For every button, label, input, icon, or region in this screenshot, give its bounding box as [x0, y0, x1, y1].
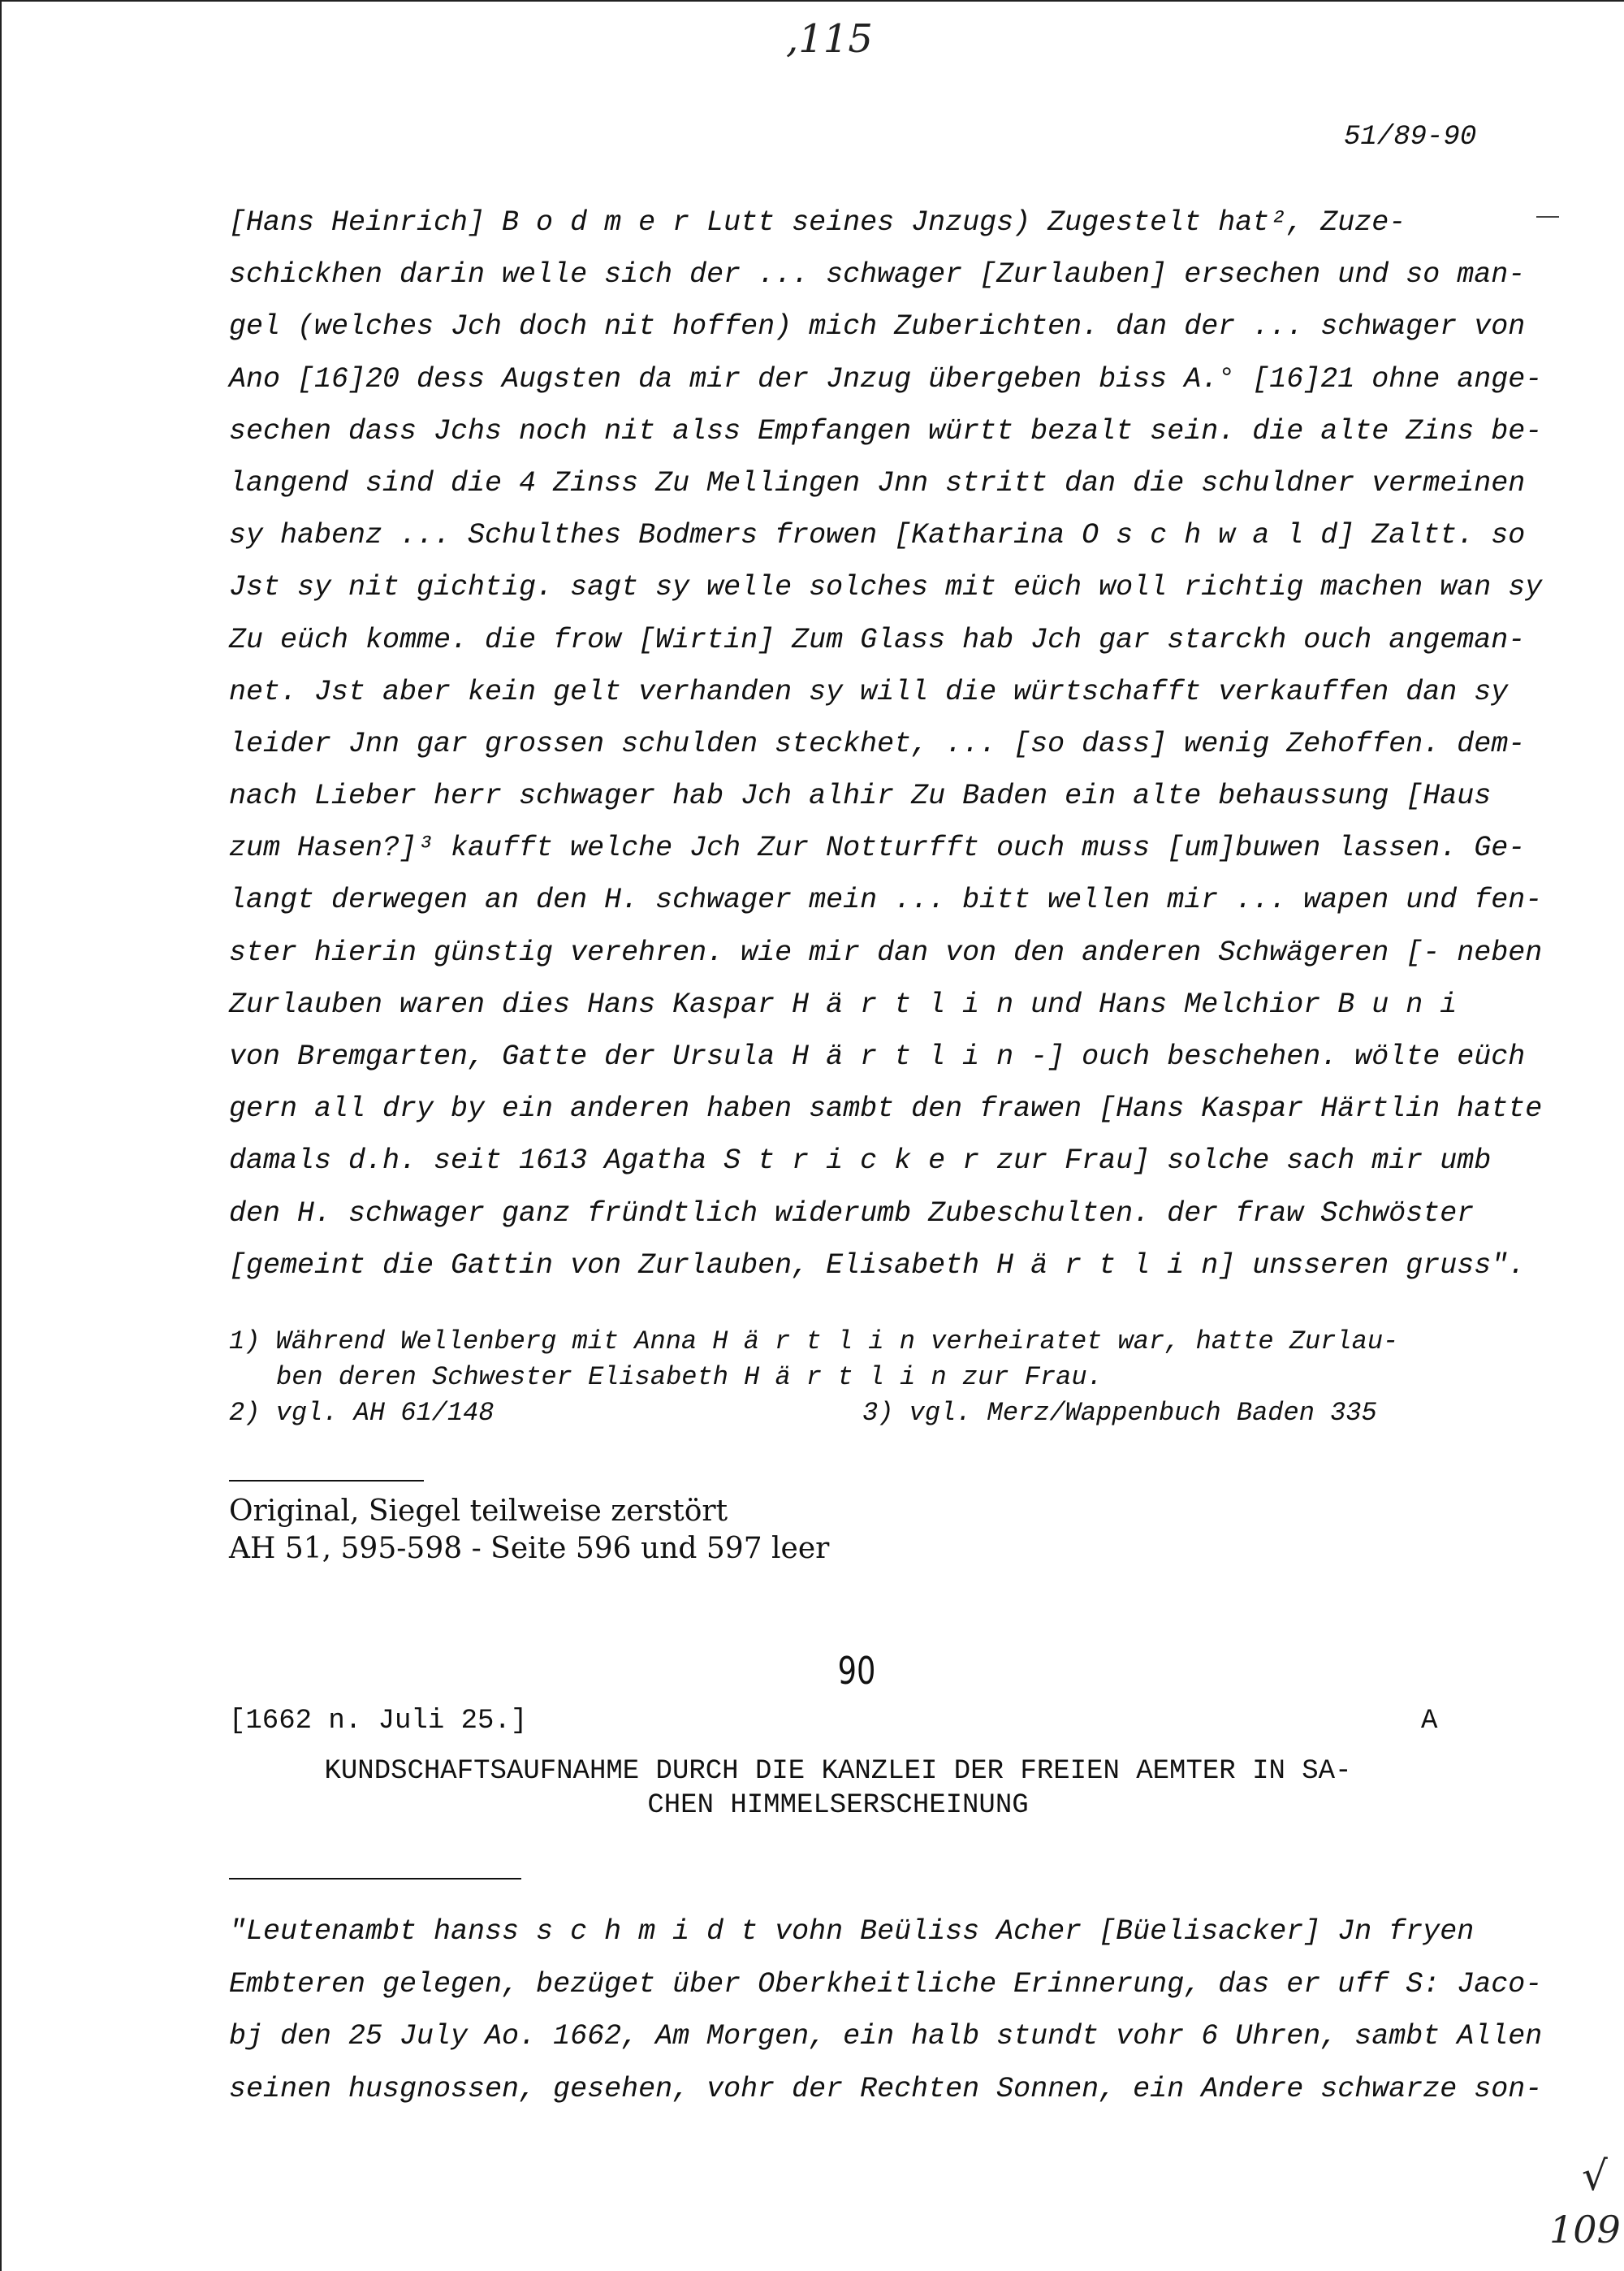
document-number: 90: [837, 1649, 876, 1693]
body-line: Jst sy nit gichtig. sagt sy welle solches mit eüch woll richtig machen wan sy: [229, 571, 1543, 604]
footnote-2: 2) vgl. AH 61/148: [229, 1398, 495, 1428]
quote-line: seinen husgnossen, gesehen, vohr der Rechten Sonnen, ein Andere schwarze son-: [229, 2072, 1543, 2105]
body-line: damals d.h. seit 1613 Agatha S t r i c k e r zur Frau] solche sach mir umb: [229, 1144, 1492, 1178]
document-letter: A: [1421, 1706, 1438, 1737]
document-heading: [229, 1754, 1447, 1823]
body-line: Zurlauben waren dies Hans Kaspar H ä r t l i n und Hans Melchior B u n i: [229, 988, 1458, 1021]
body-line: sy habenz ... Schulthes Bodmers frowen [Katharina O s c h w a l d] Zaltt. so: [229, 519, 1526, 552]
body-line: zum Hasen?]³ kaufft welche Jch Zur Notturfft ouch muss [um]buwen lassen. Ge-: [229, 832, 1526, 865]
handwritten-folio-number: 109: [1549, 2208, 1621, 2252]
body-line: ster hierin günstig verehren. wie mir dan von den anderen Schwägeren [- neben: [229, 936, 1543, 969]
body-line: net. Jst aber kein gelt verhanden sy will die würtschafft verkauffen dan sy: [229, 675, 1509, 708]
quote-line: bj den 25 July Ao. 1662, Am Morgen, ein halb stundt vohr 6 Uhren, sambt Allen: [229, 2020, 1543, 2053]
body-line: langt derwegen an den H. schwager mein ... bitt wellen mir ... wapen und fen-: [229, 884, 1543, 917]
body-line: schickhen darin welle sich der ... schwager [Zurlauben] ersechen und so man-: [229, 258, 1526, 292]
page-reference: 51/89-90: [1344, 122, 1477, 153]
body-line: den H. schwager ganz fründtlich widerumb Zubeschulten. der fraw Schwöster: [229, 1196, 1475, 1230]
source-note: [229, 1493, 829, 1568]
page-top-border: [0, 0, 1624, 2]
body-line: Ano [16]20 dess Augsten da mir der Jnzug übergeben biss A.° [16]21 ohne ange-: [229, 362, 1543, 396]
letter-body: [229, 197, 1543, 1291]
margin-dash: [1536, 216, 1559, 218]
heading-line-1: KUNDSCHAFTSAUFNAHME DURCH DIE KANZLEI DER FREIEN AEMTER IN SA-: [324, 1756, 1352, 1787]
deposition-text: [229, 1905, 1543, 2115]
heading-line-2: CHEN HIMMELSERSCHEINUNG: [647, 1790, 1029, 1821]
body-line: langend sind die 4 Zinss Zu Mellingen Jnn stritt dan die schuldner vermeinen: [229, 466, 1526, 500]
body-line: sechen dass Jchs noch nit alss Empfangen württ bezalt sein. die alte Zins be-: [229, 414, 1543, 448]
body-line: [gemeint die Gattin von Zurlauben, Elisabeth H ä r t l i n] unsseren gruss".: [229, 1248, 1526, 1282]
body-line: nach Lieber herr schwager hab Jch alhir Zu Baden ein alte behaussung [Haus: [229, 780, 1492, 813]
quote-line: Embteren gelegen, bezüget über Oberkheitliche Erinnerung, das er uff S: Jaco-: [229, 1967, 1543, 2001]
handwritten-page-number: ,115: [786, 16, 873, 62]
footnote-1: 1) Während Wellenberg mit Anna H ä r t l i n verheiratet war, hatte Zurlau-: [229, 1326, 1399, 1356]
body-line: Zu eüch komme. die frow [Wirtin] Zum Glass hab Jch gar starckh ouch angeman-: [229, 623, 1526, 656]
quote-separator-rule: [229, 1878, 521, 1880]
body-line: gel (welches Jch doch nit hoffen) mich Zuberichten. dan der ... schwager von: [229, 310, 1526, 344]
footnote-1-continued: ben deren Schwester Elisabeth H ä r t l i n zur Frau.: [276, 1362, 1103, 1392]
footnotes: [229, 1324, 1496, 1431]
body-line: von Bremgarten, Gatte der Ursula H ä r t l i n -] ouch beschehen. wölte eüch: [229, 1040, 1526, 1073]
source-line-original: Original, Siegel teilweise zerstört: [229, 1495, 728, 1528]
page-left-border: [0, 0, 2, 2271]
document-date: [1662 n. Juli 25.]: [229, 1706, 528, 1737]
source-line-archive: AH 51, 595-598 - Seite 596 und 597 leer: [229, 1532, 830, 1565]
footnote-row: [229, 1395, 1496, 1431]
source-separator-rule: [229, 1480, 424, 1482]
footnote-3: 3) vgl. Merz/Wappenbuch Baden 335: [862, 1398, 1377, 1428]
handwritten-check-mark: √: [1582, 2152, 1608, 2200]
body-line: leider Jnn gar grossen schulden steckhet, ... [so dass] wenig Zehoffen. dem-: [229, 727, 1526, 760]
body-line: gern all dry by ein anderen haben sambt den frawen [Hans Kaspar Härtlin hatte: [229, 1092, 1543, 1126]
body-line: [Hans Heinrich] B o d m e r Lutt seines Jnzugs) Zugestelt hat², Zuze-: [229, 206, 1406, 239]
quote-line: "Leutenambt hanss s c h m i d t vohn Beüliss Acher [Büelisacker] Jn fryen: [229, 1915, 1475, 1948]
